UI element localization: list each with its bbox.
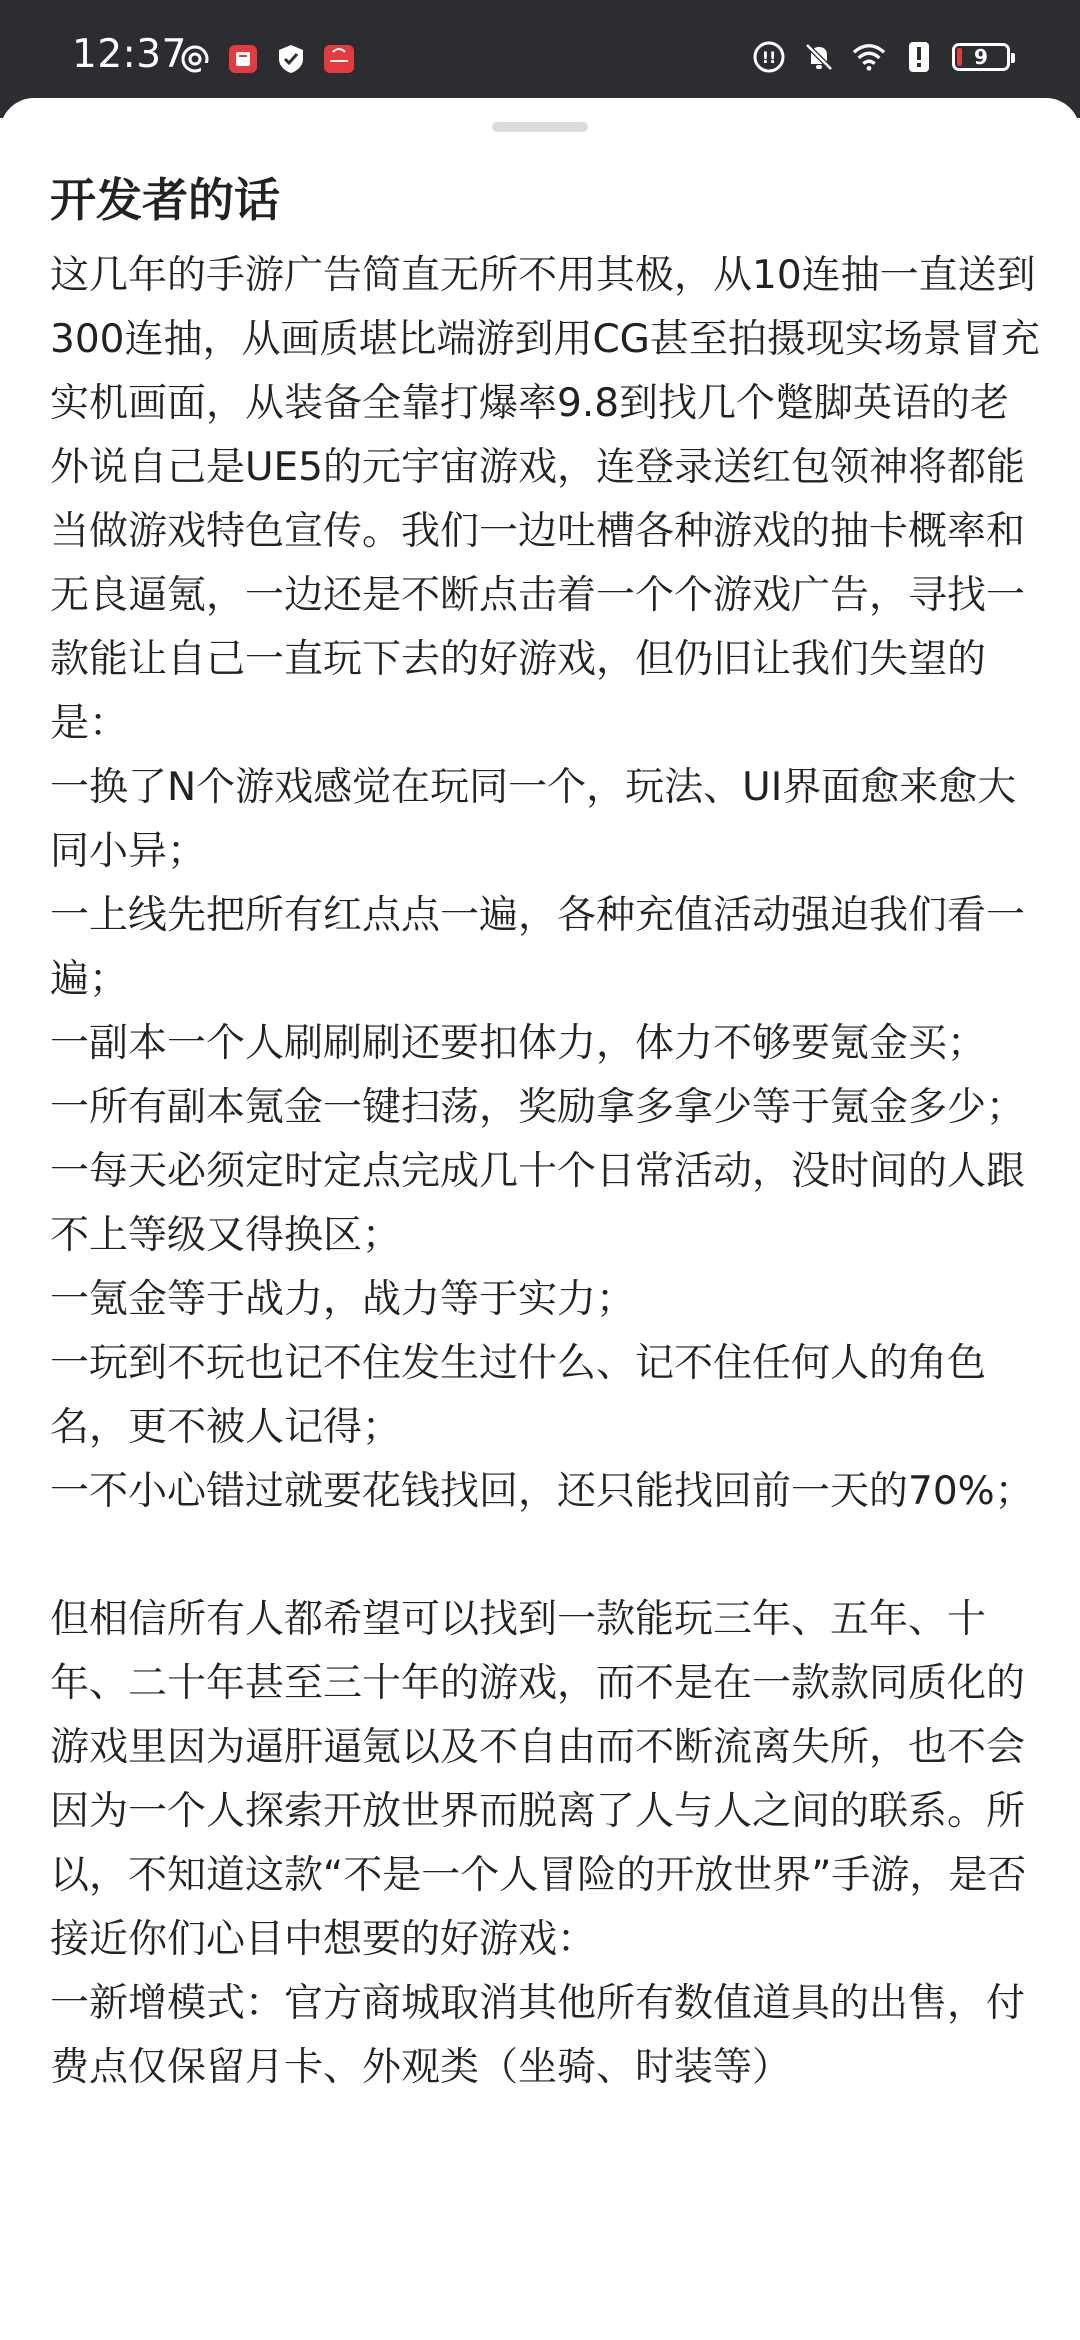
battery-fill (957, 48, 962, 66)
status-left-icons (178, 42, 356, 76)
complaint-item: 一氪金等于战力，战力等于实力； (50, 1277, 636, 1322)
nfc-icon (178, 42, 212, 76)
alert-icon (902, 40, 936, 74)
status-right-icons (752, 40, 1010, 74)
huawei-app-icon (322, 42, 356, 76)
drag-handle[interactable] (492, 122, 588, 132)
battery-indicator (952, 43, 1010, 71)
dialog-title: 开发者的话 (50, 173, 280, 227)
developer-notes-sheet (0, 98, 1080, 2340)
wifi-icon (852, 40, 886, 74)
shield-icon (274, 42, 308, 76)
intro-paragraph: 这几年的手游广告简直无所不用其极，从10连抽一直送到300连抽，从画质堪比端游到用CG甚至拍摄现实场景冒充实机画面，从装备全靠打爆率9.8到找几个蹩脚英语的老外说自己是UE5的元宇宙游戏，连登录送红包领神将都能当做游戏特色宣传。我们一边吐槽各种游戏的抽卡概率和无良逼氪，一边还是不断点击着一个个游戏广告，寻找一款能让自己一直玩下去的好游戏，但仍旧让我们失望的是： (50, 253, 1040, 746)
status-time: 12:37 (72, 32, 187, 77)
closing-paragraph: 但相信所有人都希望可以找到一款能玩三年、五年、十年、二十年甚至三十年的游戏，而不是在一款款同质化的游戏里因为逼肝逼氪以及不自由而不断流离失所，也不会因为一个人探索开放世界而脱离了人与人之间的联系。所以，不知道这款“不是一个人冒险的开放世界”手游，是否接近你们心目中想要的好游戏： (50, 1597, 1027, 1962)
hd-icon (752, 40, 786, 74)
complaint-item: 一上线先把所有红点点一遍，各种充值活动强迫我们看一遍； (50, 893, 1026, 1002)
battery-tip (1011, 53, 1015, 63)
svg-text:!!: !! (761, 48, 777, 67)
app-notification-icon (226, 42, 260, 76)
complaint-item: 一玩到不玩也记不住发生过什么、记不住任何人的角色名，更不被人记得； (50, 1341, 987, 1450)
mute-icon (802, 40, 836, 74)
complaint-item: 一不小心错过就要花钱找回，还只能找回前一天的70%； (50, 1469, 1034, 1514)
bottom-fade (0, 2190, 1080, 2340)
complaint-item: 一所有副本氪金一键扫荡，奖励拿多拿少等于氪金多少； (50, 1085, 1026, 1130)
dialog-content[interactable] (50, 244, 1040, 2100)
complaint-item: 一副本一个人刷刷刷还要扣体力，体力不够要氪金买； (50, 1021, 987, 1066)
battery-level: 9 (974, 45, 988, 69)
complaint-item: 一每天必须定时定点完成几十个日常活动，没时间的人跟不上等级又得换区； (50, 1149, 1026, 1258)
feature-item: 一新增模式：官方商城取消其他所有数值道具的出售，付费点仅保留月卡、外观类（坐骑、时装等） (50, 1981, 1026, 2090)
complaint-item: 一换了N个游戏感觉在玩同一个，玩法、UI界面愈来愈大同小异； (50, 765, 1017, 874)
paragraph-spacer (50, 1524, 1040, 1588)
